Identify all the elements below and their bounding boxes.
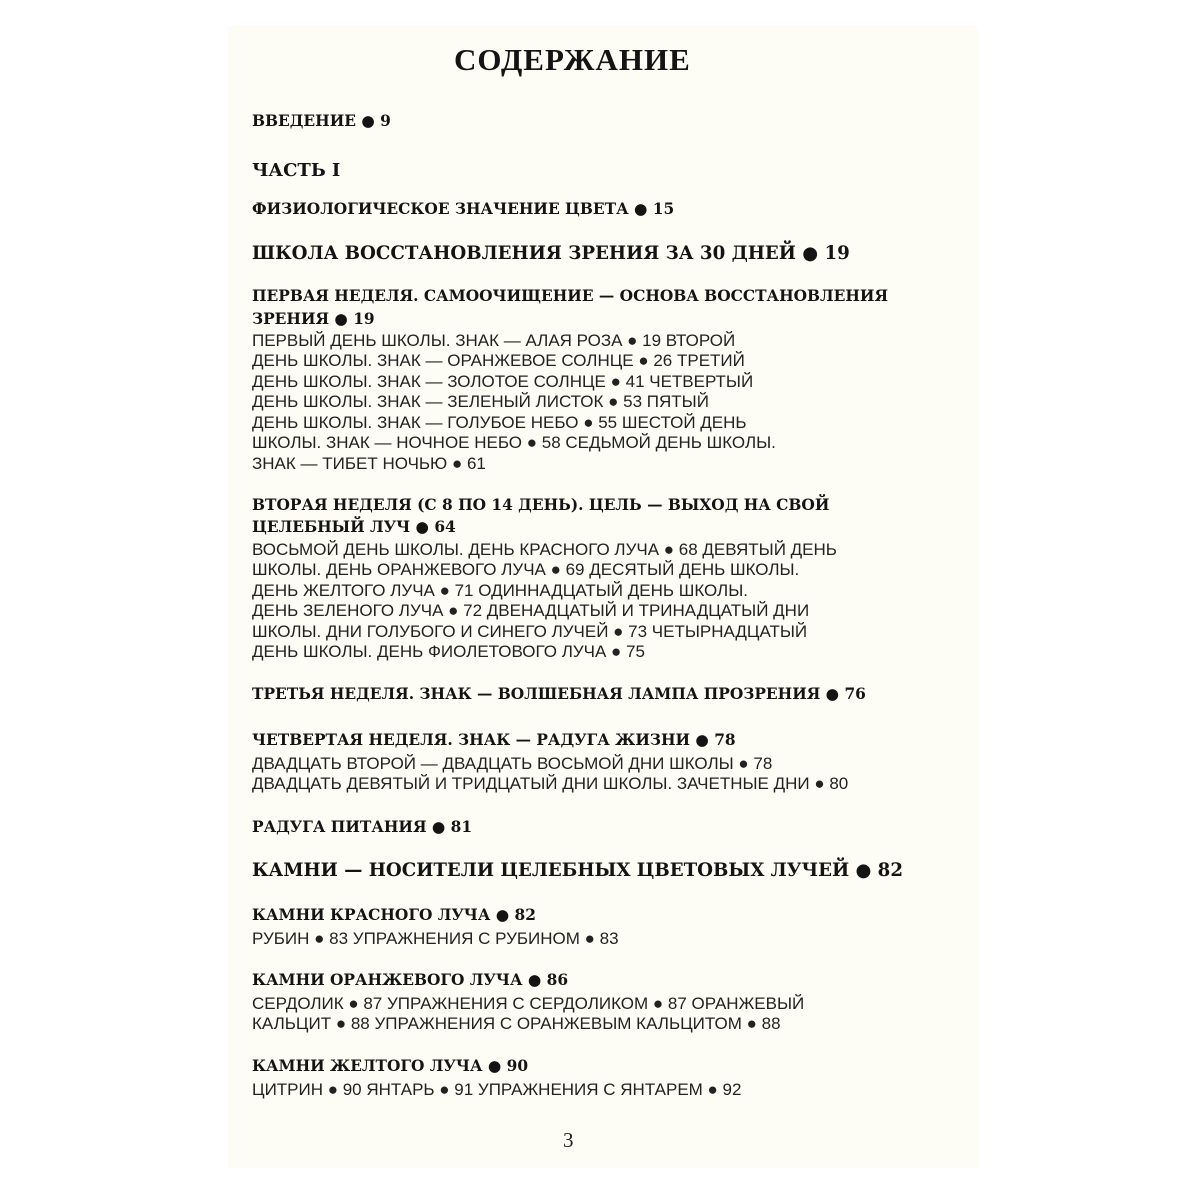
toc-entry-stones: КАМНИ — НОСИТЕЛИ ЦЕЛЕБНЫХ ЦВЕТОВЫХ ЛУЧЕЙ ● 82 (252, 860, 903, 881)
toc-week4-line: ДВАДЦАТЬ ДЕВЯТЫЙ И ТРИДЦАТЫЙ ДНИ ШКОЛЫ. ЗАЧЕТНЫЕ ДНИ ● 80 (252, 774, 849, 793)
toc-yellow-stones-heading: КАМНИ ЖЕЛТОГО ЛУЧА ● 90 (252, 1057, 529, 1075)
toc-week2-heading-cont: ЦЕЛЕБНЫЙ ЛУЧ ● 64 (252, 518, 456, 536)
page-number: 3 (563, 1128, 574, 1152)
toc-week2-heading: ВТОРАЯ НЕДЕЛЯ (С 8 ПО 14 ДЕНЬ). ЦЕЛЬ — ВЫХОД НА СВОЙ (252, 496, 830, 514)
toc-week1-heading: ПЕРВАЯ НЕДЕЛЯ. САМООЧИЩЕНИЕ — ОСНОВА ВОССТАНОВЛЕНИЯ (252, 287, 889, 305)
page-title: СОДЕРЖАНИЕ (454, 42, 691, 77)
toc-week2-line: ДЕНЬ ЖЕЛТОГО ЛУЧА ● 71 ОДИННАДЦАТЫЙ ДЕНЬ ШКОЛЫ. (252, 581, 748, 600)
toc-week2-line: ДЕНЬ ШКОЛЫ. ДЕНЬ ФИОЛЕТОВОГО ЛУЧА ● 75 (252, 642, 645, 661)
toc-red-stones-heading: КАМНИ КРАСНОГО ЛУЧА ● 82 (252, 906, 536, 924)
toc-week1-line: ШКОЛЫ. ЗНАК — НОЧНОЕ НЕБО ● 58 СЕДЬМОЙ ДЕНЬ ШКОЛЫ. (252, 433, 776, 452)
toc-week1-line: ДЕНЬ ШКОЛЫ. ЗНАК — ЗОЛОТОЕ СОЛНЦЕ ● 41 ЧЕТВЕРТЫЙ (252, 372, 754, 391)
toc-entry-school: ШКОЛА ВОССТАНОВЛЕНИЯ ЗРЕНИЯ ЗА 30 ДНЕЙ ● 19 (252, 243, 850, 264)
toc-week1-line: ДЕНЬ ШКОЛЫ. ЗНАК — ГОЛУБОЕ НЕБО ● 55 ШЕСТОЙ ДЕНЬ (252, 413, 747, 432)
toc-part-heading: ЧАСТЬ I (252, 160, 341, 181)
toc-week1-heading-cont: ЗРЕНИЯ ● 19 (252, 310, 375, 328)
toc-orange-stones-heading: КАМНИ ОРАНЖЕВОГО ЛУЧА ● 86 (252, 971, 569, 989)
toc-week1-line: ЗНАК — ТИБЕТ НОЧЬЮ ● 61 (252, 454, 486, 473)
toc-week2-line: ШКОЛЫ. ДНИ ГОЛУБОГО И СИНЕГО ЛУЧЕЙ ● 73 ЧЕТЫРНАДЦАТЫЙ (252, 622, 808, 641)
toc-week4-heading: ЧЕТВЕРТАЯ НЕДЕЛЯ. ЗНАК — РАДУГА ЖИЗНИ ● 78 (252, 731, 736, 749)
toc-week1-line: ДЕНЬ ШКОЛЫ. ЗНАК — ОРАНЖЕВОЕ СОЛНЦЕ ● 26 ТРЕТИЙ (252, 351, 745, 370)
toc-red-stones-line: РУБИН ● 83 УПРАЖНЕНИЯ С РУБИНОМ ● 83 (252, 929, 619, 948)
toc-week3-heading: ТРЕТЬЯ НЕДЕЛЯ. ЗНАК — ВОЛШЕБНАЯ ЛАМПА ПРОЗРЕНИЯ ● 76 (252, 685, 866, 703)
toc-week2-line: ВОСЬМОЙ ДЕНЬ ШКОЛЫ. ДЕНЬ КРАСНОГО ЛУЧА ● 68 ДЕВЯТЫЙ ДЕНЬ (252, 540, 837, 559)
toc-week4-line: ДВАДЦАТЬ ВТОРОЙ — ДВАДЦАТЬ ВОСЬМОЙ ДНИ ШКОЛЫ ● 78 (252, 754, 773, 773)
toc-entry-nutrition-rainbow: РАДУГА ПИТАНИЯ ● 81 (252, 818, 473, 836)
toc-week2-line: ДЕНЬ ЗЕЛЕНОГО ЛУЧА ● 72 ДВЕНАДЦАТЫЙ И ТРИНАДЦАТЫЙ ДНИ (252, 601, 810, 620)
toc-week1-line: ДЕНЬ ШКОЛЫ. ЗНАК — ЗЕЛЕНЫЙ ЛИСТОК ● 53 ПЯТЫЙ (252, 392, 709, 411)
toc-entry-physiology: ФИЗИОЛОГИЧЕСКОЕ ЗНАЧЕНИЕ ЦВЕТА ● 15 (252, 200, 675, 218)
toc-orange-stones-line: СЕРДОЛИК ● 87 УПРАЖНЕНИЯ С СЕРДОЛИКОМ ● 87 ОРАНЖЕВЫЙ (252, 994, 805, 1013)
toc-entry-intro: ВВЕДЕНИЕ ● 9 (252, 112, 391, 130)
toc-week1-line: ПЕРВЫЙ ДЕНЬ ШКОЛЫ. ЗНАК — АЛАЯ РОЗА ● 19 ВТОРОЙ (252, 331, 736, 350)
toc-yellow-stones-line: ЦИТРИН ● 90 ЯНТАРЬ ● 91 УПРАЖНЕНИЯ С ЯНТАРЕМ ● 92 (252, 1080, 742, 1099)
toc-week2-line: ШКОЛЫ. ДЕНЬ ОРАНЖЕВОГО ЛУЧА ● 69 ДЕСЯТЫЙ ДЕНЬ ШКОЛЫ. (252, 560, 800, 579)
toc-orange-stones-line: КАЛЬЦИТ ● 88 УПРАЖНЕНИЯ С ОРАНЖЕВЫМ КАЛЬЦИТОМ ● 88 (252, 1014, 781, 1033)
